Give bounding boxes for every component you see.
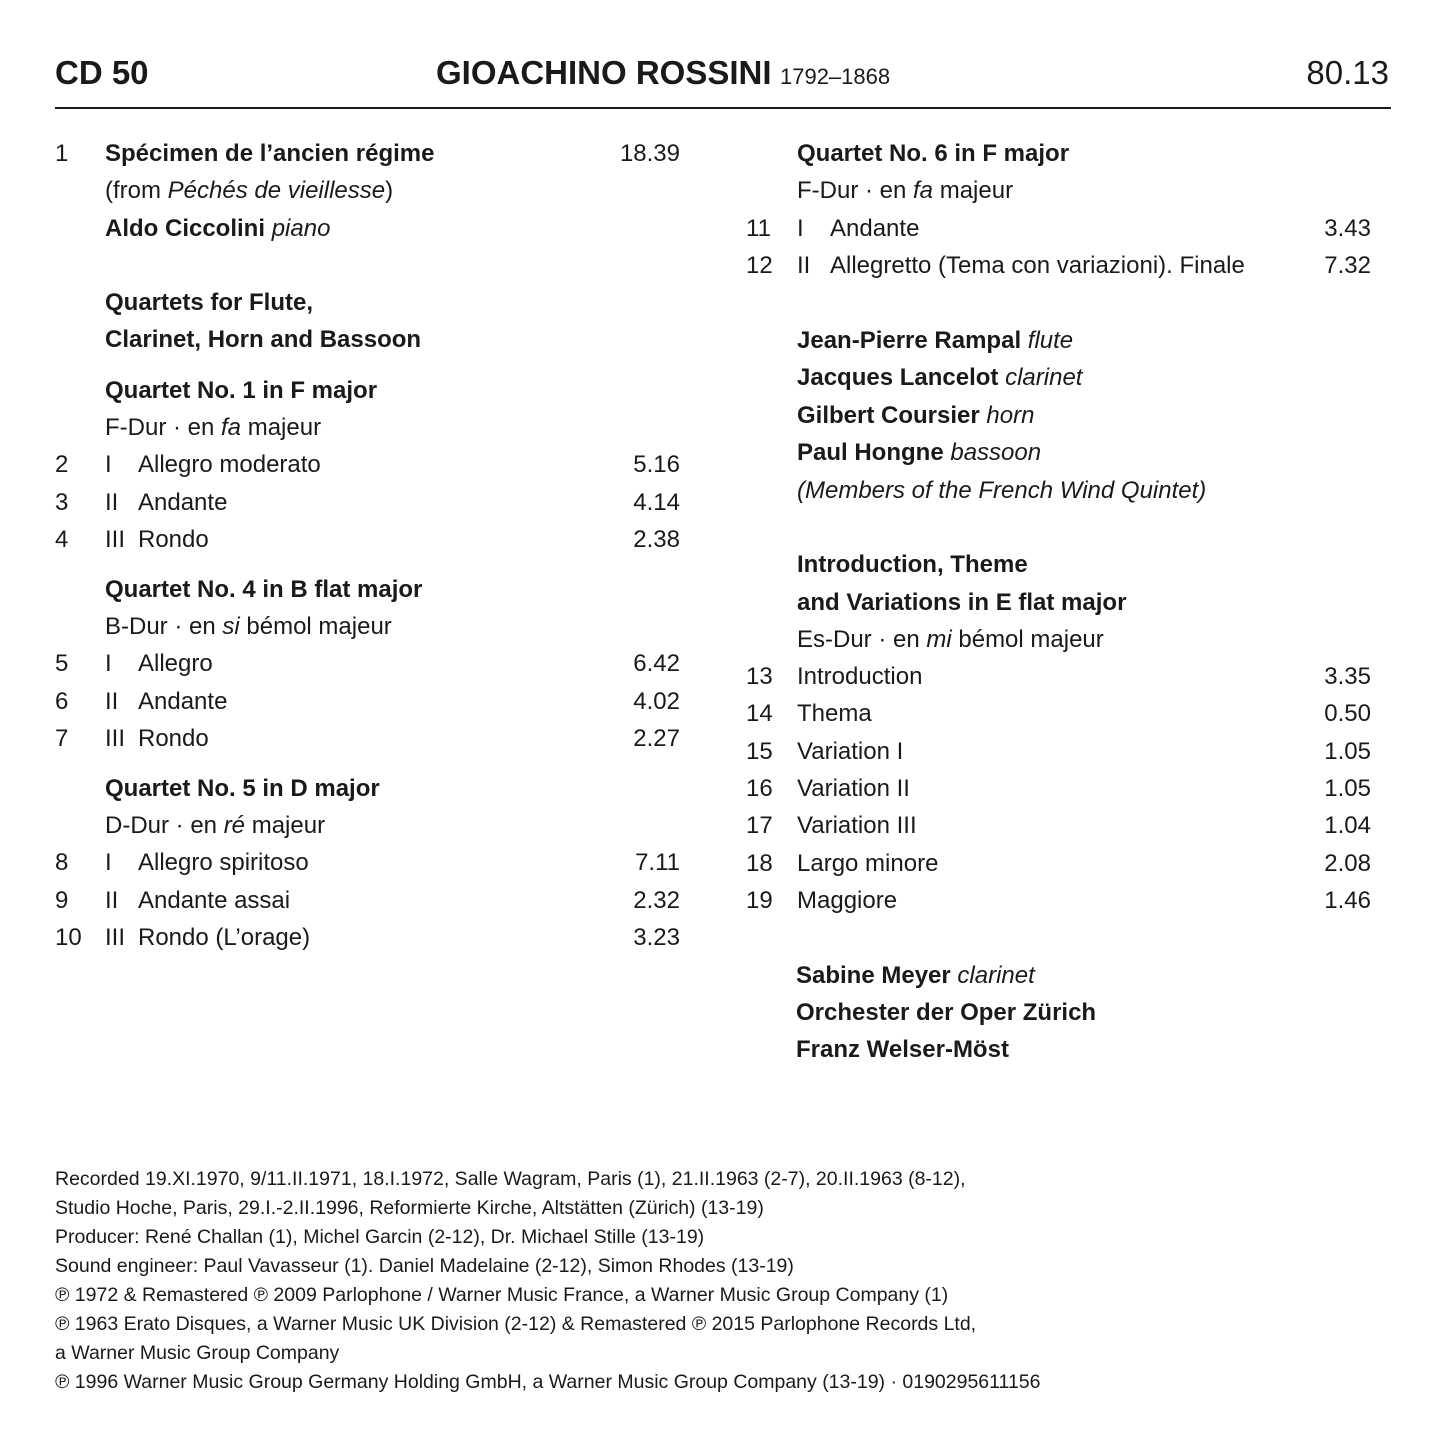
header-rule: [55, 107, 1391, 109]
movement-name: Allegretto (Tema con variazioni). Finale: [830, 252, 1245, 279]
track-duration: 2.08: [1324, 850, 1371, 877]
track-number: 6: [55, 688, 69, 715]
track-number: 15: [746, 738, 773, 765]
track-row: [55, 725, 680, 755]
footer-line: Producer: René Challan (1), Michel Garcin (2-12), Dr. Michael Stille (13-19): [55, 1226, 705, 1248]
track-duration: 7.32: [1324, 252, 1371, 279]
movement-name: Allegro spiritoso: [138, 849, 309, 876]
work-title-line1: Introduction, Theme: [797, 551, 1028, 578]
track-name: Maggiore: [797, 887, 898, 914]
work-title-line2: and Variations in E flat major: [797, 589, 1127, 616]
track-row: [746, 887, 1371, 917]
movement-name: Andante assai: [138, 887, 291, 914]
track-row: [746, 663, 1371, 693]
cd-number: CD 50: [55, 54, 149, 91]
footer-line: ℗ 1996 Warner Music Group Germany Holding GmbH, a Warner Music Group Company (13-19) · 0190295611156: [55, 1371, 1041, 1393]
quartet-title: Quartet No. 5 in D major: [105, 775, 380, 802]
footer-line: a Warner Music Group Company: [55, 1342, 340, 1364]
track-number: 16: [746, 775, 773, 802]
quartet-key: B-Dur · en si bémol majeur: [105, 613, 392, 640]
track-row: [746, 850, 1371, 880]
group-heading-line2: Clarinet, Horn and Bassoon: [105, 326, 422, 353]
movement-numeral: II: [105, 887, 119, 914]
track-number: 8: [55, 849, 69, 876]
movement-name: Allegro moderato: [138, 451, 321, 478]
track-row: [746, 775, 1371, 805]
work-source: [105, 177, 393, 205]
source-prefix: (from: [105, 177, 168, 204]
performer-credit: Jacques Lancelot clarinet: [797, 364, 1083, 391]
track-name: Thema: [797, 700, 872, 727]
track-row: [55, 526, 680, 556]
track-name: Variation III: [797, 812, 917, 839]
track-name: Variation I: [797, 738, 904, 765]
movement-numeral: III: [105, 526, 126, 553]
track-name: Largo minore: [797, 850, 939, 877]
movement-name: Andante: [138, 688, 228, 715]
work-key: Es-Dur · en mi bémol majeur: [797, 626, 1104, 653]
track-duration: 3.43: [1324, 215, 1371, 242]
track-row: [746, 215, 1371, 245]
footer-line: Sound engineer: Paul Vavasseur (1). Daniel Madelaine (2-12), Simon Rhodes (13-19): [55, 1255, 794, 1277]
track-duration: 4.14: [633, 489, 680, 516]
movement-numeral: II: [105, 688, 119, 715]
track-number: 10: [55, 924, 82, 951]
movement-numeral: III: [105, 725, 126, 752]
footer-line: ℗ 1972 & Remastered ℗ 2009 Parlophone / Warner Music France, a Warner Music Group Company (1): [55, 1284, 949, 1306]
track-duration: 0.50: [1324, 700, 1371, 727]
track-number: 14: [746, 700, 773, 727]
movement-name: Allegro: [138, 650, 213, 677]
movement-name: Rondo (L’orage): [138, 924, 311, 951]
work-title: Spécimen de l’ancien régime: [105, 140, 435, 167]
source-work: Péchés de vieillesse: [167, 177, 386, 204]
group-heading-line1: Quartets for Flute,: [105, 289, 314, 316]
track-number: 7: [55, 725, 69, 752]
track-row: [55, 849, 680, 879]
performer-name: Aldo Ciccolini: [105, 215, 266, 242]
quartet-title: Quartet No. 4 in B flat major: [105, 576, 423, 603]
footer-line: Studio Hoche, Paris, 29.I.-2.II.1996, Reformierte Kirche, Altstätten (Zürich) (13-19): [55, 1197, 764, 1219]
track-number: 17: [746, 812, 773, 839]
track-number: 19: [746, 887, 773, 914]
track-row: [55, 924, 680, 954]
movement-numeral: I: [105, 650, 112, 677]
conductor-credit: Franz Welser-Möst: [796, 1036, 1009, 1063]
composer-heading: [436, 54, 890, 92]
track-duration: 2.27: [633, 725, 680, 752]
movement-numeral: I: [797, 215, 804, 242]
performer-credit: Paul Hongne bassoon: [797, 439, 1042, 466]
track-duration: 6.42: [633, 650, 680, 677]
track-duration: 2.32: [633, 887, 680, 914]
footer-line: ℗ 1963 Erato Disques, a Warner Music UK Division (2-12) & Remastered ℗ 2015 Parlophone Records Ltd,: [55, 1313, 977, 1335]
performer-credit: Gilbert Coursier horn: [797, 402, 1035, 429]
track-duration: 7.11: [635, 849, 680, 876]
orchestra-credit: Orchester der Oper Zürich: [796, 999, 1097, 1026]
track-number: 9: [55, 887, 69, 914]
total-duration: 80.13: [1306, 54, 1389, 91]
track-number: 4: [55, 526, 69, 553]
track-duration: 4.02: [633, 688, 680, 715]
track-duration: 1.46: [1324, 887, 1371, 914]
track-row: [55, 688, 680, 718]
track-duration: 2.38: [633, 526, 680, 553]
quartet-title: Quartet No. 1 in F major: [105, 377, 378, 404]
movement-numeral: I: [105, 849, 112, 876]
track-duration: 1.04: [1324, 812, 1371, 839]
quartet-key: F-Dur · en fa majeur: [797, 177, 1014, 204]
footer-line: Recorded 19.XI.1970, 9/11.II.1971, 18.I.1972, Salle Wagram, Paris (1), 21.II.1963 (2-7), 20.II.1963 (8-12),: [55, 1168, 966, 1190]
track-duration: 3.35: [1324, 663, 1371, 690]
track-name: Introduction: [797, 663, 923, 690]
movement-name: Rondo: [138, 526, 209, 553]
quartet-key: D-Dur · en ré majeur: [105, 812, 326, 839]
track-row: [746, 812, 1371, 842]
track-number: 18: [746, 850, 773, 877]
track-duration: 1.05: [1324, 738, 1371, 765]
performer-credit: Sabine Meyer clarinet: [796, 962, 1035, 989]
movement-name: Andante: [138, 489, 228, 516]
quartet-key: F-Dur · en fa majeur: [105, 414, 322, 441]
track-number: 3: [55, 489, 69, 516]
movement-name: Andante: [830, 215, 920, 242]
composer-dates: 1792–1868: [779, 64, 891, 89]
composer-name: GIOACHINO ROSSINI: [436, 54, 772, 91]
ensemble-note: (Members of the French Wind Quintet): [797, 477, 1207, 504]
quartet-title: Quartet No. 6 in F major: [797, 140, 1070, 167]
performer-credit: Jean-Pierre Rampal flute: [797, 327, 1074, 354]
track-duration: 18.39: [619, 140, 680, 167]
track-row: [746, 738, 1371, 768]
track-number: 13: [746, 663, 773, 690]
track-row: [55, 489, 680, 519]
performer-credit: [105, 215, 330, 243]
track-number: 1: [55, 140, 69, 167]
movement-numeral: III: [105, 924, 126, 951]
track-row: [746, 252, 1371, 282]
movement-numeral: II: [797, 252, 811, 279]
track-row: [55, 650, 680, 680]
track-number: 2: [55, 451, 69, 478]
track-row: [55, 140, 680, 170]
track-row: [55, 451, 680, 481]
source-suffix: ): [385, 177, 394, 204]
track-duration: 1.05: [1324, 775, 1371, 802]
movement-numeral: II: [105, 489, 119, 516]
movement-numeral: I: [105, 451, 112, 478]
track-number: 12: [746, 252, 773, 279]
movement-name: Rondo: [138, 725, 209, 752]
track-duration: 3.23: [633, 924, 680, 951]
track-row: [746, 700, 1371, 730]
track-name: Variation II: [797, 775, 910, 802]
performer-instrument: piano: [271, 215, 331, 242]
track-row: [55, 887, 680, 917]
track-number: 11: [746, 215, 771, 242]
track-number: 5: [55, 650, 69, 677]
track-duration: 5.16: [633, 451, 680, 478]
